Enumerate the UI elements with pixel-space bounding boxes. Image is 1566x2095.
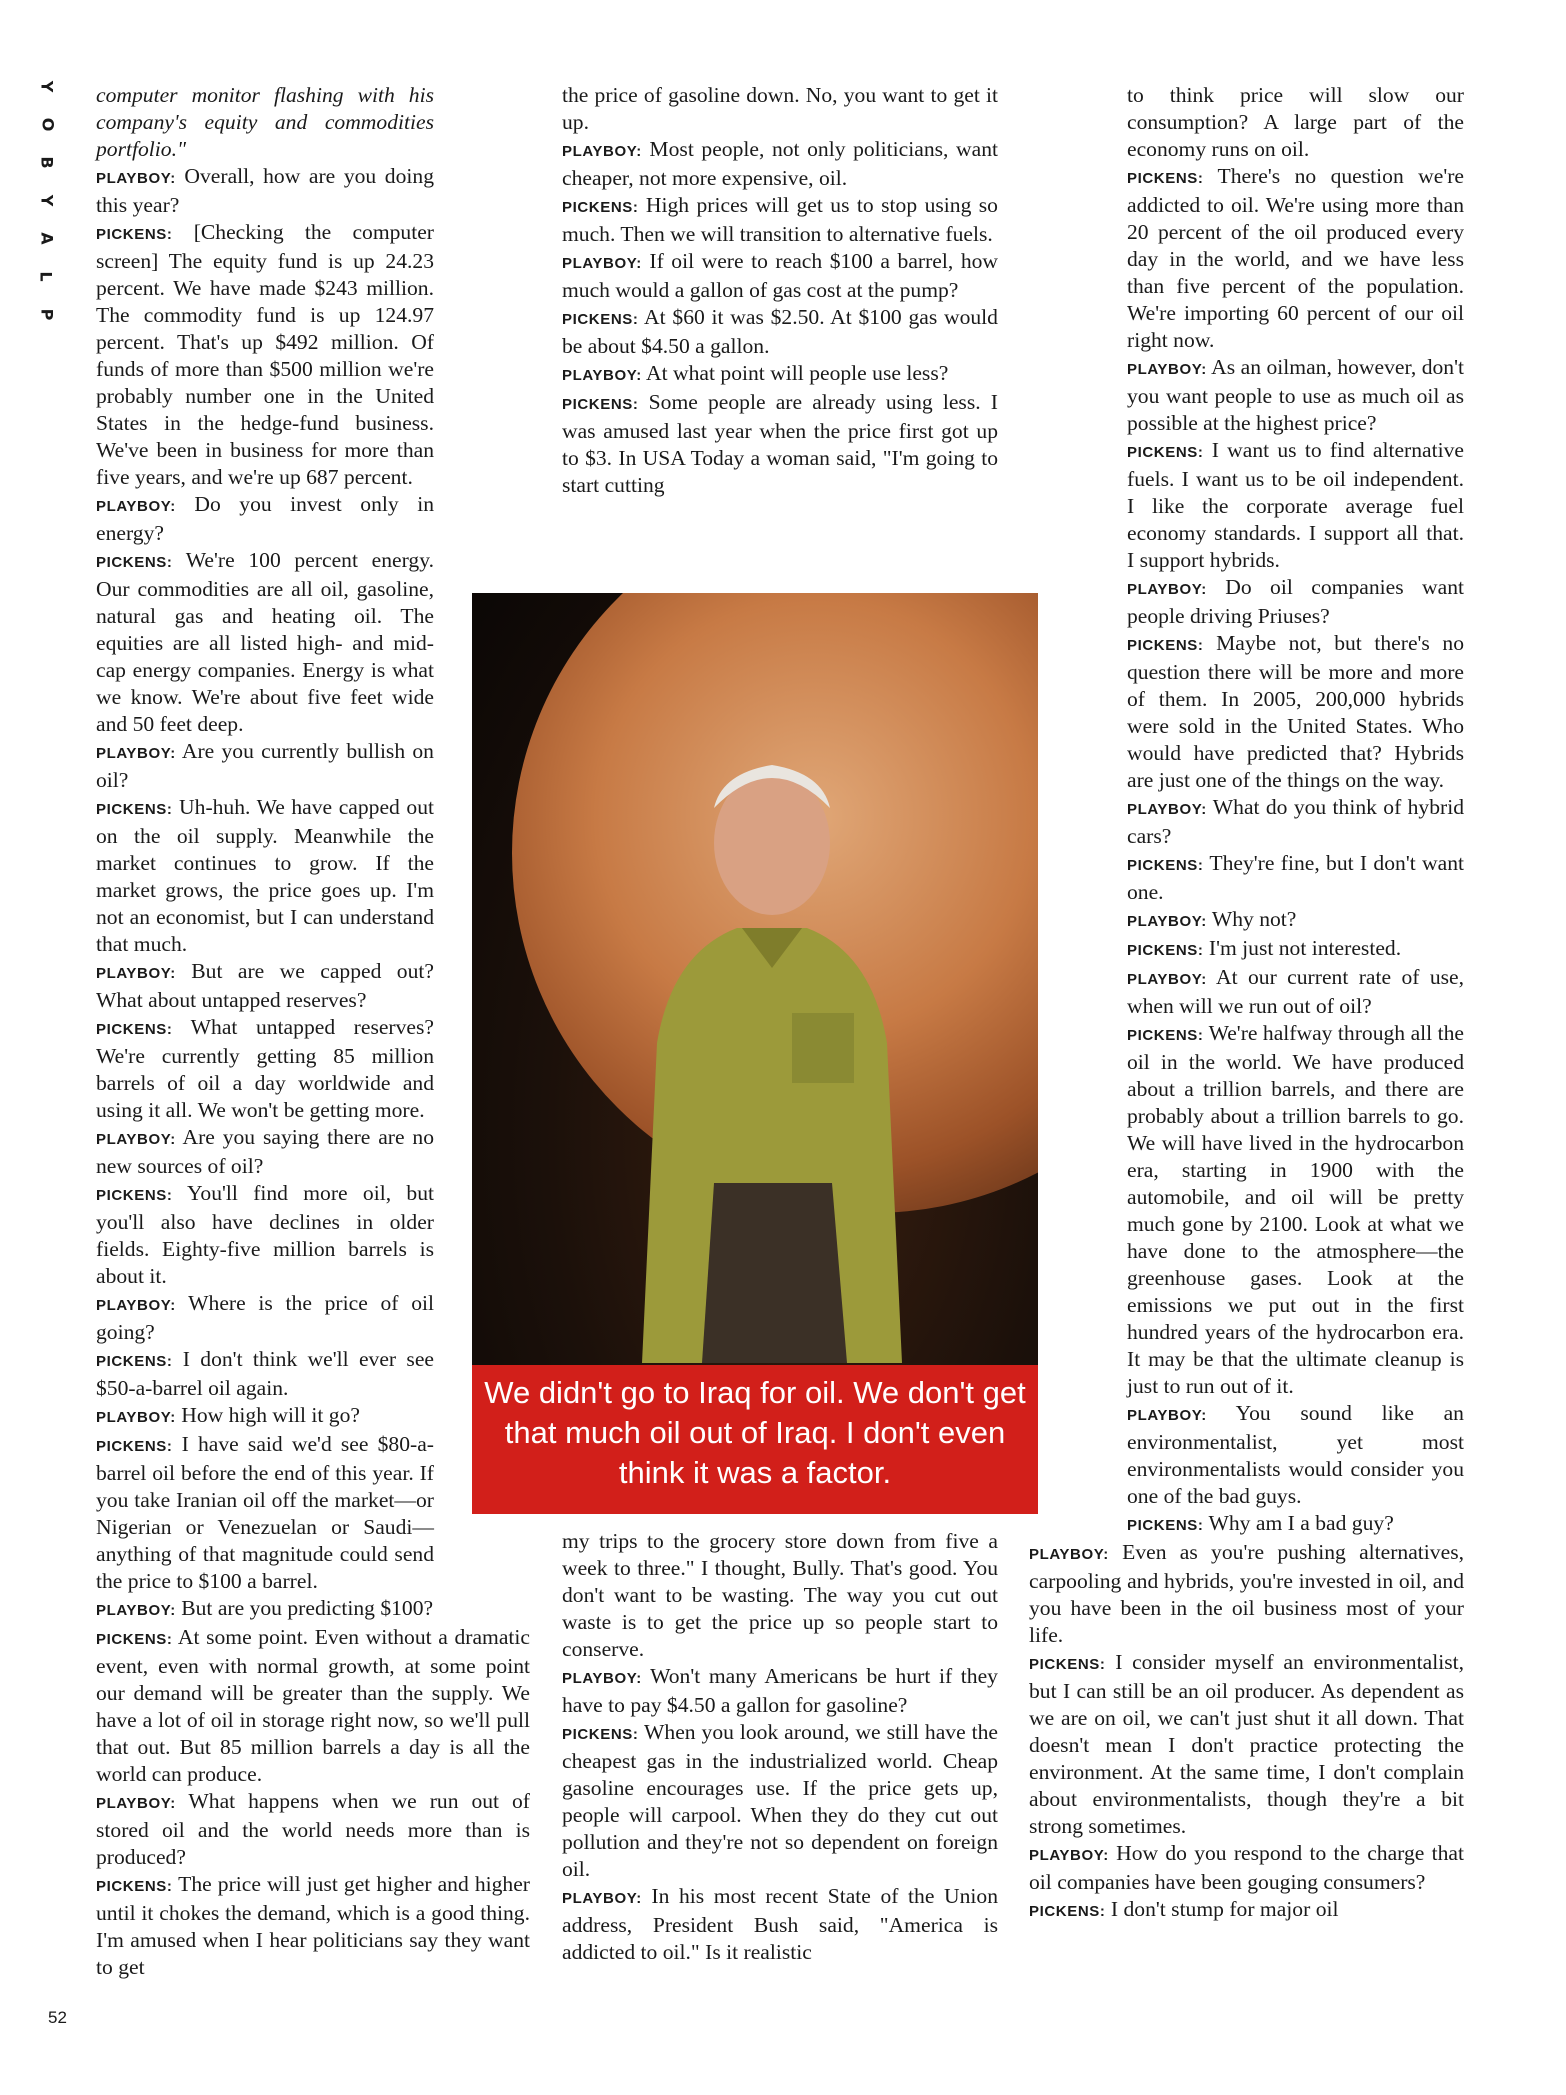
speaker-label: PLAYBOY: xyxy=(96,745,176,762)
speaker-label: PLAYBOY: xyxy=(96,1409,176,1426)
paragraph xyxy=(96,1595,530,1624)
speaker-label: PLAYBOY: xyxy=(96,1297,176,1314)
paragraph-text: What do you think of hybrid cars? xyxy=(1127,795,1464,848)
paragraph xyxy=(562,1528,998,1663)
speaker-label: PICKENS: xyxy=(96,1631,173,1648)
paragraph-text: Even as you're pushing alternatives, carpooling and hybrids, you're invested in oil, and you have been in the oil business most of your life. xyxy=(1029,1540,1464,1647)
speaker-label: PLAYBOY: xyxy=(1127,913,1207,930)
speaker-label: PLAYBOY: xyxy=(1127,361,1207,378)
paragraph xyxy=(96,163,530,219)
speaker-label: PICKENS: xyxy=(96,1187,173,1204)
paragraph-text: the price of gasoline down. No, you want to get it up. xyxy=(562,83,998,134)
paragraph xyxy=(96,1871,530,1981)
paragraph-text: Do you invest only in energy? xyxy=(96,492,434,545)
paragraph-text: What untapped reserves? We're currently getting 85 million barrels of oil a day worldwide and using it all. We won't be getting more. xyxy=(96,1015,434,1122)
paragraph-text: I don't stump for major oil xyxy=(1110,1897,1339,1921)
paragraph-text: Where is the price of oil going? xyxy=(96,1291,434,1344)
speaker-label: PLAYBOY: xyxy=(562,1890,642,1907)
paragraph xyxy=(1029,1649,1464,1840)
speaker-label: PICKENS: xyxy=(96,1353,173,1370)
speaker-label: PLAYBOY: xyxy=(1127,971,1207,988)
speaker-label: PLAYBOY: xyxy=(1029,1847,1109,1864)
paragraph-text: But are we capped out? What about untapped reserves? xyxy=(96,959,434,1012)
paragraph-text: At our current rate of use, when will we run out of oil? xyxy=(1127,965,1464,1018)
paragraph xyxy=(96,1788,530,1871)
paragraph xyxy=(96,1624,530,1788)
paragraph xyxy=(1029,1539,1464,1649)
speaker-label: PLAYBOY: xyxy=(96,498,176,515)
paragraph xyxy=(562,136,998,192)
paragraph-text: Overall, how are you doing this year? xyxy=(96,164,434,217)
paragraph-text: The price will just get higher and higher until it chokes the demand, which is a good thing. I'm amused when I hear politicians say they want to get xyxy=(96,1872,530,1979)
speaker-label: PICKENS: xyxy=(1127,1517,1204,1534)
speaker-label: PLAYBOY: xyxy=(562,367,642,384)
paragraph xyxy=(96,491,530,547)
speaker-label: PLAYBOY: xyxy=(96,1131,176,1148)
paragraph xyxy=(562,1883,998,1966)
paragraph-text: We're 100 percent energy. Our commodities are all oil, gasoline, natural gas and heating oil. The equities are all listed high- and mid-cap energy companies. Energy is what we know. We're about five feet wide and 50 feet deep. xyxy=(96,548,434,736)
magazine-sidebar-label xyxy=(36,78,66,338)
paragraph-text: computer monitor flashing with his company's equity and commodities portfolio." xyxy=(96,83,434,161)
speaker-label: PICKENS: xyxy=(1127,170,1204,187)
paragraph-text: How high will it go? xyxy=(181,1403,360,1427)
sidebar-letter: L xyxy=(36,271,56,284)
speaker-label: PICKENS: xyxy=(96,226,173,243)
paragraph-text: to think price will slow our consumption? A large part of the economy runs on oil. xyxy=(1127,83,1464,161)
paragraph-text: Won't many Americans be hurt if they have to pay $4.50 a gallon for gasoline? xyxy=(562,1664,998,1717)
column-2-top xyxy=(562,82,998,499)
paragraph xyxy=(1029,163,1464,354)
speaker-label: PLAYBOY: xyxy=(96,170,176,187)
paragraph xyxy=(1029,1840,1464,1896)
speaker-label: PICKENS: xyxy=(96,1021,173,1038)
speaker-label: PICKENS: xyxy=(96,1438,173,1455)
speaker-label: PLAYBOY: xyxy=(96,965,176,982)
speaker-label: PICKENS: xyxy=(1029,1903,1106,1920)
paragraph-text: As an oilman, however, don't you want people to use as much oil as possible at the highest price? xyxy=(1127,355,1464,435)
paragraph xyxy=(562,1719,998,1883)
paragraph-text: I want us to find alternative fuels. I want us to be oil independent. I like the corporate average fuel economy standards. I support all that. I support hybrids. xyxy=(1127,438,1464,572)
speaker-label: PICKENS: xyxy=(562,1726,639,1743)
paragraph-text: Do oil companies want people driving Priuses? xyxy=(1127,575,1464,628)
sidebar-letter: O xyxy=(38,117,58,134)
man-portrait-figure xyxy=(602,713,942,1363)
paragraph-text: Why not? xyxy=(1211,907,1297,931)
paragraph-text: High prices will get us to stop using so much. Then we will transition to alternative fuels. xyxy=(562,193,998,246)
paragraph-text: At what point will people use less? xyxy=(646,361,949,385)
paragraph-text: If oil were to reach $100 a barrel, how much would a gallon of gas cost at the pump? xyxy=(562,249,999,302)
page-number: 52 xyxy=(48,2008,67,2027)
paragraph-text: When you look around, we still have the cheapest gas in the industrialized world. Cheap gasoline encourages use. If the price gets up, people will carpool. When they do they cut out pollution and they're not so dependent on foreign oil. xyxy=(562,1720,998,1881)
speaker-label: PICKENS: xyxy=(96,1878,173,1895)
sidebar-letter: A xyxy=(37,232,57,247)
paragraph xyxy=(1029,437,1464,574)
paragraph-text: You'll find more oil, but you'll also have declines in older fields. Eighty-five million barrels is about it. xyxy=(96,1181,434,1288)
paragraph-text: There's no question we're addicted to oil. We're using more than 20 percent of the oil produced every day in the world, and we have less than five percent of the population. We're importing 60 percent of our oil right now. xyxy=(1127,164,1464,352)
speaker-label: PICKENS: xyxy=(1127,942,1204,959)
speaker-label: PICKENS: xyxy=(562,199,639,216)
paragraph-text: At some point. Even without a dramatic event, even with normal growth, at some point our demand will be greater than the supply. We have a lot of oil in storage right now, so we'll pull that out. But 85 million barrels a day is all the world can produce. xyxy=(96,1625,530,1786)
paragraph xyxy=(562,82,998,136)
column-3 xyxy=(1029,82,1464,1925)
speaker-label: PICKENS: xyxy=(1127,637,1204,654)
paragraph xyxy=(1029,1896,1464,1925)
sidebar-letter: Y xyxy=(37,194,57,209)
paragraph xyxy=(1029,82,1464,163)
speaker-label: PICKENS: xyxy=(1127,444,1204,461)
paragraph xyxy=(562,304,998,360)
paragraph-text: I have said we'd see $80-a-barrel oil before the end of this year. If you take Iranian oil off the market—or Nigerian or Venezuelan or Saudi—anything of that magnitude could send the price to $100 a barrel. xyxy=(96,1432,434,1593)
speaker-label: PICKENS: xyxy=(1127,1027,1204,1044)
speaker-label: PLAYBOY: xyxy=(96,1602,176,1619)
speaker-label: PLAYBOY: xyxy=(562,255,642,272)
speaker-label: PLAYBOY: xyxy=(96,1795,176,1812)
paragraph-text: I'm just not interested. xyxy=(1208,936,1402,960)
pull-quote: We didn't go to Iraq for oil. We don't get that much oil out of Iraq. I don't even think it was a factor. xyxy=(472,1365,1038,1514)
speaker-label: PLAYBOY: xyxy=(1127,801,1207,818)
paragraph-text: In his most recent State of the Union address, President Bush said, "America is addicted to oil." Is it realistic xyxy=(562,1884,998,1964)
speaker-label: PICKENS: xyxy=(1029,1656,1106,1673)
paragraph xyxy=(562,360,998,389)
paragraph-text: Why am I a bad guy? xyxy=(1208,1511,1394,1535)
paragraph-text: Uh-huh. We have capped out on the oil supply. Meanwhile the market continues to grow. If the market grows, the price goes up. I'm not an economist, but I can understand that much. xyxy=(96,795,434,956)
speaker-label: PICKENS: xyxy=(1127,857,1204,874)
sidebar-letter: P xyxy=(37,308,57,323)
speaker-label: PICKENS: xyxy=(96,554,173,571)
speaker-label: PLAYBOY: xyxy=(1029,1546,1109,1563)
paragraph xyxy=(562,1663,998,1719)
paragraph xyxy=(96,82,530,163)
paragraph-text: At $60 it was $2.50. At $100 gas would be about $4.50 a gallon. xyxy=(562,305,998,358)
sidebar-letter: B xyxy=(37,156,57,171)
speaker-label: PLAYBOY: xyxy=(562,1670,642,1687)
paragraph xyxy=(562,192,998,248)
speaker-label: PLAYBOY: xyxy=(562,143,642,160)
paragraph-text: Maybe not, but there's no question there will be more and more of them. In 2005, 200,000 hybrids were sold in the United States. Who would have predicted that? Hybrids are just one of the things on the way. xyxy=(1127,631,1465,792)
paragraph-text: I consider myself an environmentalist, but I can still be an oil producer. As dependent as we are on oil, we can't just shut it all down. That doesn't mean I don't practice protecting the environment. At the same time, I don't complain about environmentalists, though they're a bit strong sometimes. xyxy=(1029,1650,1464,1838)
speaker-label: PLAYBOY: xyxy=(1127,1407,1207,1424)
speaker-label: PICKENS: xyxy=(96,801,173,818)
paragraph-text: Are you saying there are no new sources of oil? xyxy=(96,1125,434,1178)
paragraph-text: They're fine, but I don't want one. xyxy=(1127,851,1464,904)
portrait-photo xyxy=(472,593,1038,1365)
paragraph-text: my trips to the grocery store down from five a week to three." I thought, Bully. That's good. You don't want to be wasting. The way you cut out waste is to get the price up so people start to conserve. xyxy=(562,1529,998,1661)
paragraph-text: [Checking the computer screen] The equity fund is up 24.23 percent. We have made $243 million. The commodity fund is up 124.97 percent. That's up $492 million. Of funds of more than $500 million we're probably number one in the United States in the hedge-fund business. We've been in business for more than five years, and we're up 687 percent. xyxy=(96,220,434,489)
paragraph-text: I don't think we'll ever see $50-a-barrel oil again. xyxy=(96,1347,434,1400)
paragraph-text: You sound like an environmentalist, yet most environmentalists would consider you one of the bad guys. xyxy=(1127,1401,1464,1508)
sidebar-letter: Y xyxy=(37,80,57,95)
column-1 xyxy=(96,82,530,1981)
speaker-label: PICKENS: xyxy=(562,396,639,413)
column-2-bottom xyxy=(562,1528,998,1966)
paragraph-text: What happens when we run out of stored oil and the world needs more than is produced? xyxy=(96,1789,530,1869)
paragraph-text: We're halfway through all the oil in the world. We have produced about a trillion barrels, and there are probably about a trillion barrels to go. We will have lived in the hydrocarbon era, starting in 1900 with the automobile, and oil will be pretty much gone by 2100. Look at what we have done to the atmosphere—the greenhouse gases. Look at the emissions we put out in the first hundred years of the hydrocarbon era. It may be that the ultimate cleanup is just to run out of it. xyxy=(1127,1021,1464,1398)
paragraph-text: But are you predicting $100? xyxy=(181,1596,434,1620)
paragraph-text: Most people, not only politicians, want cheaper, not more expensive, oil. xyxy=(562,137,998,190)
speaker-label: PICKENS: xyxy=(562,311,639,328)
paragraph-text: How do you respond to the charge that oil companies have been gouging consumers? xyxy=(1029,1841,1464,1894)
paragraph xyxy=(562,389,998,499)
paragraph-text: Are you currently bullish on oil? xyxy=(96,739,434,792)
paragraph xyxy=(1029,354,1464,437)
paragraph xyxy=(96,219,530,491)
paragraph-text: Some people are already using less. I was amused last year when the price first got up to $3. In USA Today a woman said, "I'm going to start cutting xyxy=(562,390,998,497)
speaker-label: PLAYBOY: xyxy=(1127,581,1207,598)
paragraph xyxy=(562,248,998,304)
